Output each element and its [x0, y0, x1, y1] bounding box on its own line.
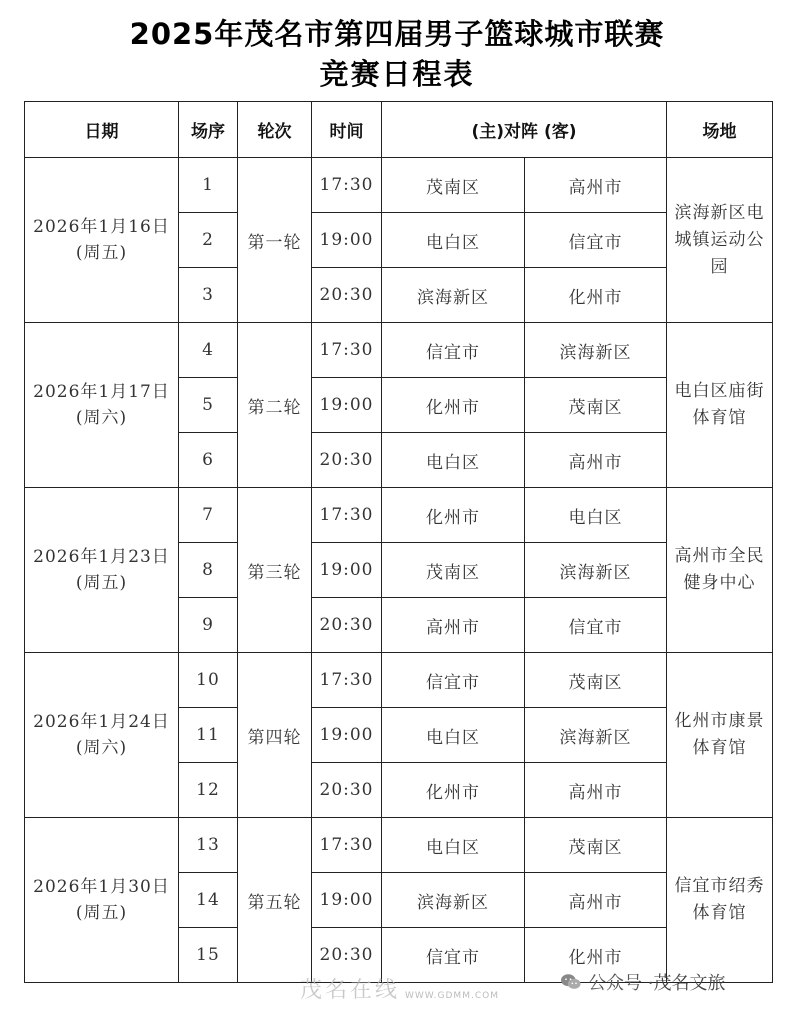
- venue-cell: 信宜市绍秀体育馆: [667, 818, 773, 983]
- match-time: 20:30: [312, 763, 382, 818]
- match-time: 19:00: [312, 378, 382, 433]
- watermark-site: 茂名在线: [300, 978, 401, 1003]
- match-time: 17:30: [312, 158, 382, 213]
- match-number: 11: [179, 708, 238, 763]
- match-number: 3: [179, 268, 238, 323]
- weekday-text: (周五): [75, 573, 128, 593]
- match-number: 2: [179, 213, 238, 268]
- match-number: 8: [179, 543, 238, 598]
- table-row: [25, 818, 773, 873]
- date-text: 2026年1月24日: [33, 712, 170, 732]
- round-cell: 第一轮: [238, 158, 312, 323]
- away-team: 茂南区: [525, 378, 667, 433]
- date-text: 2026年1月16日: [33, 217, 170, 237]
- venue-cell: 高州市全民健身中心: [667, 488, 773, 653]
- home-team: 信宜市: [382, 928, 525, 983]
- home-team: 信宜市: [382, 323, 525, 378]
- away-team: 茂南区: [525, 818, 667, 873]
- match-number: 9: [179, 598, 238, 653]
- match-time: 19:00: [312, 873, 382, 928]
- table-row: [25, 488, 773, 543]
- weekday-text: (周五): [75, 243, 128, 263]
- venue-cell: 滨海新区电城镇运动公园: [667, 158, 773, 323]
- match-time: 17:30: [312, 323, 382, 378]
- date-text: 2026年1月17日: [33, 382, 170, 402]
- page-subtitle: 竞赛日程表: [319, 57, 475, 91]
- home-team: 化州市: [382, 378, 525, 433]
- date-cell: [25, 323, 179, 488]
- header-match: (主)对阵 (客): [382, 102, 667, 158]
- away-team: 高州市: [525, 158, 667, 213]
- match-time: 17:30: [312, 488, 382, 543]
- away-team: 化州市: [525, 268, 667, 323]
- away-team: 滨海新区: [525, 708, 667, 763]
- watermark-url: WWW.GDMM.COM: [405, 991, 499, 1001]
- match-time: 19:00: [312, 708, 382, 763]
- home-team: 化州市: [382, 488, 525, 543]
- wechat-footer: [560, 969, 725, 995]
- header-round: 轮次: [238, 102, 312, 158]
- match-number: 7: [179, 488, 238, 543]
- date-cell: [25, 818, 179, 983]
- date-cell: [25, 488, 179, 653]
- match-time: 17:30: [312, 818, 382, 873]
- match-number: 15: [179, 928, 238, 983]
- match-time: 20:30: [312, 433, 382, 488]
- wechat-icon: [560, 972, 582, 992]
- home-team: 电白区: [382, 818, 525, 873]
- weekday-text: (周五): [75, 903, 128, 923]
- away-team: 电白区: [525, 488, 667, 543]
- match-number: 14: [179, 873, 238, 928]
- header-seq: 场序: [179, 102, 238, 158]
- table-row: [25, 653, 773, 708]
- match-number: 1: [179, 158, 238, 213]
- away-team: 高州市: [525, 433, 667, 488]
- date-text: 2026年1月23日: [33, 547, 170, 567]
- table-row: [25, 323, 773, 378]
- match-time: 20:30: [312, 598, 382, 653]
- match-number: 12: [179, 763, 238, 818]
- weekday-text: (周六): [75, 408, 128, 428]
- round-cell: 第五轮: [238, 818, 312, 983]
- home-team: 电白区: [382, 433, 525, 488]
- venue-cell: 电白区庙街体育馆: [667, 323, 773, 488]
- schedule-body: [25, 158, 773, 983]
- away-team: 信宜市: [525, 213, 667, 268]
- header-time: 时间: [312, 102, 382, 158]
- home-team: 高州市: [382, 598, 525, 653]
- venue-cell: 化州市康景体育馆: [667, 653, 773, 818]
- header-date: 日期: [25, 102, 179, 158]
- match-time: 19:00: [312, 213, 382, 268]
- home-team: 电白区: [382, 708, 525, 763]
- match-time: 19:00: [312, 543, 382, 598]
- home-team: 信宜市: [382, 653, 525, 708]
- header-venue: 场地: [667, 102, 773, 158]
- match-time: 20:30: [312, 268, 382, 323]
- round-cell: 第四轮: [238, 653, 312, 818]
- date-cell: [25, 653, 179, 818]
- round-cell: 第三轮: [238, 488, 312, 653]
- home-team: 电白区: [382, 213, 525, 268]
- away-team: 茂南区: [525, 653, 667, 708]
- match-number: 10: [179, 653, 238, 708]
- match-time: 20:30: [312, 928, 382, 983]
- match-number: 4: [179, 323, 238, 378]
- date-cell: [25, 158, 179, 323]
- table-row: [25, 158, 773, 213]
- match-number: 6: [179, 433, 238, 488]
- home-team: 化州市: [382, 763, 525, 818]
- home-team: 滨海新区: [382, 268, 525, 323]
- footer-prefix: 公众号 ·: [588, 973, 654, 994]
- away-team: 信宜市: [525, 598, 667, 653]
- page-title: 2025年茂名市第四届男子篮球城市联赛: [129, 17, 665, 51]
- match-number: 13: [179, 818, 238, 873]
- away-team: 滨海新区: [525, 323, 667, 378]
- date-text: 2026年1月30日: [33, 877, 170, 897]
- footer-account: 茂名文旅: [653, 973, 726, 994]
- match-number: 5: [179, 378, 238, 433]
- schedule-table: [24, 101, 773, 983]
- away-team: 滨海新区: [525, 543, 667, 598]
- match-time: 17:30: [312, 653, 382, 708]
- weekday-text: (周六): [75, 738, 128, 758]
- away-team: 高州市: [525, 873, 667, 928]
- round-cell: 第二轮: [238, 323, 312, 488]
- header-row: [25, 102, 773, 158]
- home-team: 滨海新区: [382, 873, 525, 928]
- away-team: 高州市: [525, 763, 667, 818]
- home-team: 茂南区: [382, 543, 525, 598]
- home-team: 茂南区: [382, 158, 525, 213]
- away-team: 化州市: [525, 928, 667, 983]
